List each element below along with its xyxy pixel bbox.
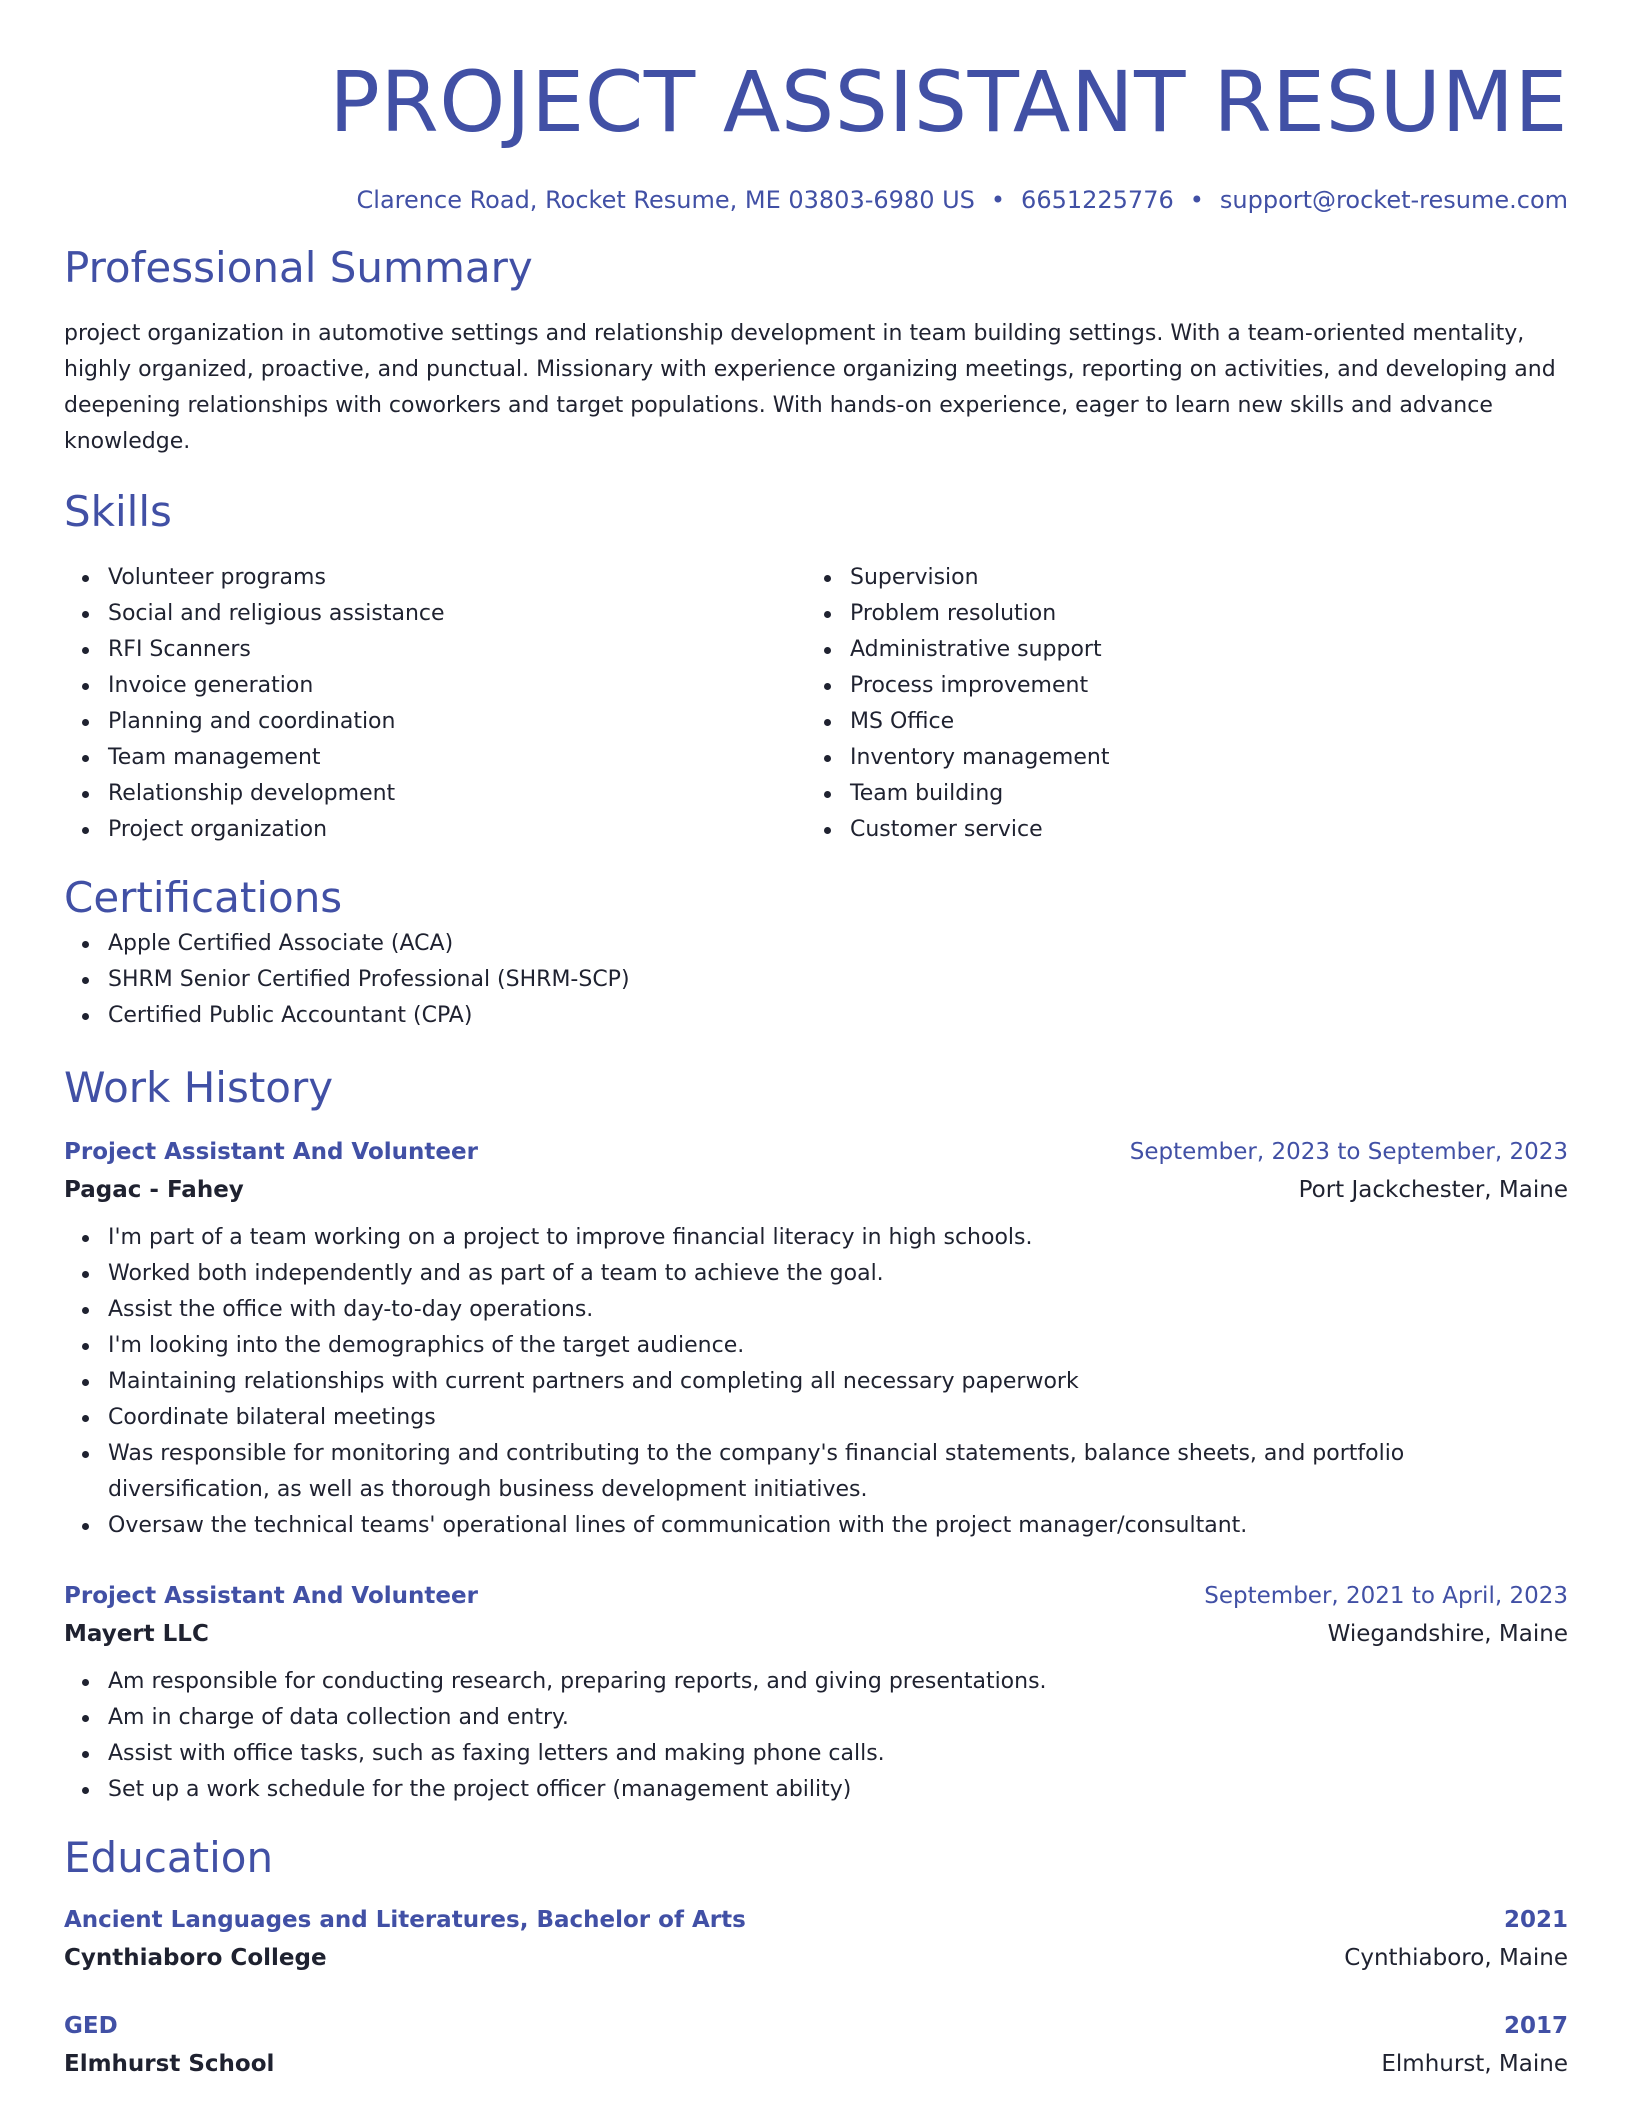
education-year: 2021 <box>1503 1907 1568 1933</box>
contact-separator: • <box>990 186 1006 214</box>
contact-separator: • <box>1189 186 1204 214</box>
resume-title: PROJECT ASSISTANT RESUME <box>329 53 1568 151</box>
education-school: Cynthiaboro College <box>64 1945 327 1971</box>
skill-item: MS Office <box>850 704 1548 740</box>
education-degree: Ancient Languages and Literatures, Bachelor of Arts <box>64 1907 746 1933</box>
skill-item: Process improvement <box>850 668 1548 704</box>
certification-item: SHRM Senior Certified Professional (SHRM-SCP) <box>108 962 1568 998</box>
job-header-row <box>64 1134 1568 1170</box>
skills-column-left <box>64 560 806 848</box>
job-duty-item: Set up a work schedule for the project officer (management ability) <box>108 1772 1568 1808</box>
job-dates: September, 2023 to September, 2023 <box>1129 1139 1568 1165</box>
job-duty-item: Was responsible for monitoring and contributing to the company's financial statements, balance sheets, and portfolio diversification, as well as thorough business development initiatives. <box>108 1436 1568 1508</box>
education-location: Elmhurst, Maine <box>1381 2051 1568 2077</box>
contact-line <box>64 182 1568 218</box>
job-company-row <box>64 1614 1568 1654</box>
job-title: Project Assistant And Volunteer <box>64 1139 478 1165</box>
work-history-heading: Work History <box>64 1063 334 1112</box>
education-heading: Education <box>64 1833 274 1882</box>
education-degree: GED <box>64 2013 118 2039</box>
job-duty-item: Assist with office tasks, such as faxing letters and making phone calls. <box>108 1736 1568 1772</box>
skills-column-right <box>806 560 1548 848</box>
skill-item: RFI Scanners <box>108 632 806 668</box>
job-duty-item: Am in charge of data collection and entry. <box>108 1700 1568 1736</box>
job-duty-item: I'm part of a team working on a project to improve financial literacy in high schools. <box>108 1220 1568 1256</box>
skill-item: Problem resolution <box>850 596 1548 632</box>
job-location: Port Jackchester, Maine <box>1298 1177 1568 1203</box>
job-duties-list <box>64 1220 1568 1544</box>
summary-heading: Professional Summary <box>64 243 533 292</box>
job-dates: September, 2021 to April, 2023 <box>1204 1583 1568 1609</box>
contact-address: Clarence Road, Rocket Resume, ME 03803-6980 US <box>356 186 975 214</box>
job-duty-item: Maintaining relationships with current partners and completing all necessary paperwork <box>108 1364 1568 1400</box>
certification-item: Apple Certified Associate (ACA) <box>108 926 1568 962</box>
education-school-row <box>64 2044 1568 2084</box>
skills-heading: Skills <box>64 487 172 536</box>
skill-item: Supervision <box>850 560 1548 596</box>
job-duty-item: Assist the office with day-to-day operations. <box>108 1292 1568 1328</box>
skill-item: Inventory management <box>850 740 1548 776</box>
skill-item: Administrative support <box>850 632 1548 668</box>
skill-item: Team building <box>850 776 1548 812</box>
contact-phone: 6651225776 <box>1021 186 1174 214</box>
work-history-section <box>64 1060 1568 1808</box>
summary-text: project organization in automotive settings and relationship development in team building settings. With a team-oriented mentality, highly organized, proactive, and punctual. Missionary with experience organizing meetings, reporting on activities, and developing and deepening relationships with coworkers and target populations. With hands-on experience, eager to learn new skills and advance knowledge. <box>64 321 1556 454</box>
education-year: 2017 <box>1503 2013 1568 2039</box>
education-entry <box>64 1902 1568 1978</box>
job-company: Mayert LLC <box>64 1621 209 1647</box>
contact-email: support@rocket-resume.com <box>1219 186 1568 214</box>
skill-item: Planning and coordination <box>108 704 806 740</box>
job-entry <box>64 1578 1568 1808</box>
job-company-row <box>64 1170 1568 1210</box>
education-entry <box>64 2008 1568 2084</box>
skills-section <box>64 484 1568 848</box>
skill-item: Team management <box>108 740 806 776</box>
certifications-heading: Certifications <box>64 873 343 922</box>
skill-item: Relationship development <box>108 776 806 812</box>
education-school-row <box>64 1938 1568 1978</box>
certification-item: Certified Public Accountant (CPA) <box>108 998 1568 1034</box>
job-duty-item: Am responsible for conducting research, preparing reports, and giving presentations. <box>108 1664 1568 1700</box>
education-location: Cynthiaboro, Maine <box>1344 1945 1568 1971</box>
skill-item: Invoice generation <box>108 668 806 704</box>
job-entry <box>64 1134 1568 1544</box>
education-section <box>64 1830 1568 2084</box>
skills-list-right <box>806 560 1548 848</box>
certifications-list <box>64 926 1568 1034</box>
job-duty-item: Worked both independently and as part of a team to achieve the goal. <box>108 1256 1568 1292</box>
certifications-section <box>64 870 1568 1034</box>
job-duty-item: I'm looking into the demographics of the target audience. <box>108 1328 1568 1364</box>
education-school: Elmhurst School <box>64 2051 275 2077</box>
education-header-row <box>64 1902 1568 1938</box>
education-header-row <box>64 2008 1568 2044</box>
summary-section <box>64 240 1568 460</box>
job-location: Wiegandshire, Maine <box>1327 1621 1568 1647</box>
skills-grid <box>64 560 1568 848</box>
skill-item: Customer service <box>850 812 1548 848</box>
skill-item: Volunteer programs <box>108 560 806 596</box>
job-title: Project Assistant And Volunteer <box>64 1583 478 1609</box>
job-header-row <box>64 1578 1568 1614</box>
skill-item: Project organization <box>108 812 806 848</box>
job-duty-item: Oversaw the technical teams' operational lines of communication with the project manager/consultant. <box>108 1508 1568 1544</box>
job-duty-item: Coordinate bilateral meetings <box>108 1400 1568 1436</box>
job-duties-list <box>64 1664 1568 1808</box>
job-company: Pagac - Fahey <box>64 1177 244 1203</box>
skill-item: Social and religious assistance <box>108 596 806 632</box>
skills-list-left <box>64 560 806 848</box>
